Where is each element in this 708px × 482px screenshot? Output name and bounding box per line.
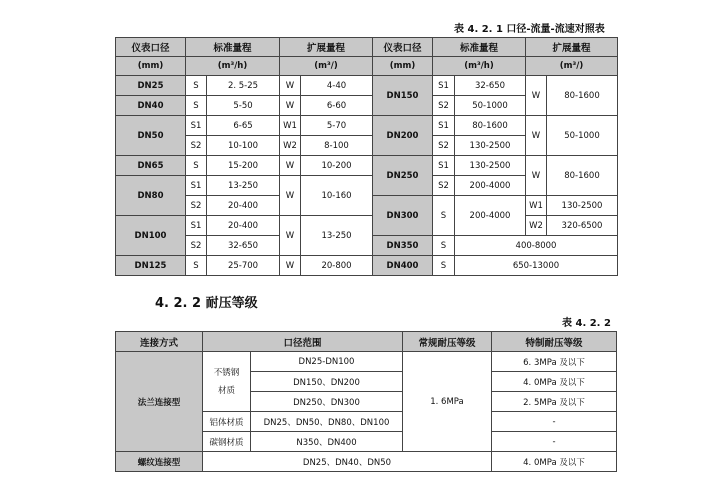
header-ext: 扩展量程 <box>280 38 373 57</box>
header-size: 仪表口径 <box>373 38 433 57</box>
special-pressure-cell: 2. 5MPa 及以下 <box>492 392 617 412</box>
code-cell: S <box>186 76 207 96</box>
header-std: 标准量程 <box>186 38 280 57</box>
carbon-steel-material-label: 碳钢材质 <box>203 432 251 452</box>
section-title: 4. 2. 2 耐压等级 <box>155 296 258 311</box>
range-cell: 130-2500 <box>547 196 618 216</box>
header-connection: 连接方式 <box>116 332 203 352</box>
range-cell: N350、DN400 <box>251 432 403 452</box>
code-cell: S1 <box>433 116 455 136</box>
range-cell: 13-250 <box>207 176 280 196</box>
size-cell: DN400 <box>373 256 433 276</box>
size-cell: DN250 <box>373 156 433 196</box>
size-cell: DN150 <box>373 76 433 116</box>
range-cell: DN150、DN200 <box>251 372 403 392</box>
range-cell: 20-400 <box>207 196 280 216</box>
header-std-unit: (m³/h) <box>433 57 526 76</box>
code-cell: S1 <box>186 216 207 236</box>
special-pressure-cell: 4. 0MPa 及以下 <box>492 452 617 472</box>
code-cell: S2 <box>186 136 207 156</box>
range-cell: 6-65 <box>207 116 280 136</box>
range-cell: 5-70 <box>301 116 373 136</box>
range-cell: 4-40 <box>301 76 373 96</box>
code-cell: W1 <box>526 196 547 216</box>
code-cell: W <box>526 156 547 196</box>
size-cell: DN80 <box>116 176 186 216</box>
code-cell: S2 <box>433 96 455 116</box>
range-cell: 20-800 <box>301 256 373 276</box>
table1-caption: 表 4. 2. 1 口径-流量-流速对照表 <box>454 24 605 35</box>
table-row <box>116 156 618 176</box>
table-row <box>116 116 618 136</box>
size-cell: DN200 <box>373 116 433 156</box>
range-cell: 130-2500 <box>455 156 526 176</box>
header-special: 特制耐压等级 <box>492 332 617 352</box>
range-cell: 6-60 <box>301 96 373 116</box>
header-ext: 扩展量程 <box>526 38 618 57</box>
size-cell: DN25 <box>116 76 186 96</box>
table-row <box>116 256 618 276</box>
special-pressure-cell: - <box>492 432 617 452</box>
size-cell: DN100 <box>116 216 186 256</box>
stainless-label-line1: 不锈钢 <box>213 367 240 378</box>
code-cell: W <box>280 96 301 116</box>
size-cell: DN300 <box>373 196 433 236</box>
code-cell: W <box>280 216 301 256</box>
size-cell: DN50 <box>116 116 186 156</box>
code-cell: W <box>280 256 301 276</box>
size-cell: DN40 <box>116 96 186 116</box>
code-cell: S1 <box>433 76 455 96</box>
code-cell: W <box>526 76 547 116</box>
special-pressure-cell: 6. 3MPa 及以下 <box>492 352 617 372</box>
code-cell: S <box>433 196 455 236</box>
flange-label: 法兰连接型 <box>116 352 203 452</box>
range-cell: 10-100 <box>207 136 280 156</box>
code-cell: S2 <box>186 196 207 216</box>
aluminum-material-label: 铝体材质 <box>203 412 251 432</box>
table-row <box>116 76 618 96</box>
code-cell: S <box>433 256 455 276</box>
code-cell: S2 <box>433 136 455 156</box>
code-cell: W1 <box>280 116 301 136</box>
code-cell: W <box>280 156 301 176</box>
range-cell: 5-50 <box>207 96 280 116</box>
header-std-unit: (m³/h) <box>186 57 280 76</box>
code-cell: S2 <box>433 176 455 196</box>
header-size-unit: (mm) <box>116 57 186 76</box>
size-cell: DN65 <box>116 156 186 176</box>
range-cell: DN250、DN300 <box>251 392 403 412</box>
code-cell: S <box>186 156 207 176</box>
code-cell: S1 <box>186 176 207 196</box>
range-cell: 50-1000 <box>455 96 526 116</box>
header-size-unit: (mm) <box>373 57 433 76</box>
table-row <box>116 216 618 236</box>
normal-pressure-cell: 1. 6MPa <box>403 352 492 452</box>
range-cell: 10-160 <box>301 176 373 216</box>
range-cell: 13-250 <box>301 216 373 256</box>
range-cell: 80-1600 <box>547 76 618 116</box>
code-cell: W2 <box>526 216 547 236</box>
range-cell: 80-1600 <box>455 116 526 136</box>
code-cell: W <box>280 76 301 96</box>
code-cell: S2 <box>186 236 207 256</box>
flow-range-table <box>115 37 618 276</box>
stainless-material-label <box>203 352 251 412</box>
header-normal: 常规耐压等级 <box>403 332 492 352</box>
pressure-rating-table <box>115 331 617 472</box>
special-pressure-cell: - <box>492 412 617 432</box>
code-cell: S1 <box>433 156 455 176</box>
range-cell: DN25-DN100 <box>251 352 403 372</box>
thread-label: 螺纹连接型 <box>116 452 203 472</box>
code-cell: S1 <box>186 116 207 136</box>
stainless-label-line2: 材质 <box>217 385 235 396</box>
range-cell: 80-1600 <box>547 156 618 196</box>
range-cell: 20-400 <box>207 216 280 236</box>
code-cell: W <box>526 116 547 156</box>
range-cell: 200-4000 <box>455 196 526 236</box>
table-row <box>116 352 617 372</box>
table-row <box>116 452 617 472</box>
header-ext-unit: (m³/) <box>526 57 618 76</box>
range-cell: DN25、DN40、DN50 <box>203 452 492 472</box>
range-cell: 50-1000 <box>547 116 618 156</box>
code-cell: S <box>433 236 455 256</box>
range-cell: DN25、DN50、DN80、DN100 <box>251 412 403 432</box>
code-cell: S <box>186 96 207 116</box>
special-pressure-cell: 4. 0MPa 及以下 <box>492 372 617 392</box>
range-cell: 400-8000 <box>455 236 618 256</box>
code-cell: W2 <box>280 136 301 156</box>
range-cell: 32-650 <box>207 236 280 256</box>
table2-caption: 表 4. 2. 2 <box>562 318 611 329</box>
size-cell: DN350 <box>373 236 433 256</box>
range-cell: 25-700 <box>207 256 280 276</box>
size-cell: DN125 <box>116 256 186 276</box>
range-cell: 130-2500 <box>455 136 526 156</box>
code-cell: W <box>280 176 301 216</box>
range-cell: 2. 5-25 <box>207 76 280 96</box>
range-cell: 650-13000 <box>455 256 618 276</box>
range-cell: 8-100 <box>301 136 373 156</box>
range-cell: 10-200 <box>301 156 373 176</box>
header-ext-unit: (m³/) <box>280 57 373 76</box>
header-size: 仪表口径 <box>116 38 186 57</box>
code-cell: S <box>186 256 207 276</box>
range-cell: 15-200 <box>207 156 280 176</box>
range-cell: 320-6500 <box>547 216 618 236</box>
range-cell: 32-650 <box>455 76 526 96</box>
range-cell: 200-4000 <box>455 176 526 196</box>
header-std: 标准量程 <box>433 38 526 57</box>
header-range: 口径范围 <box>203 332 403 352</box>
